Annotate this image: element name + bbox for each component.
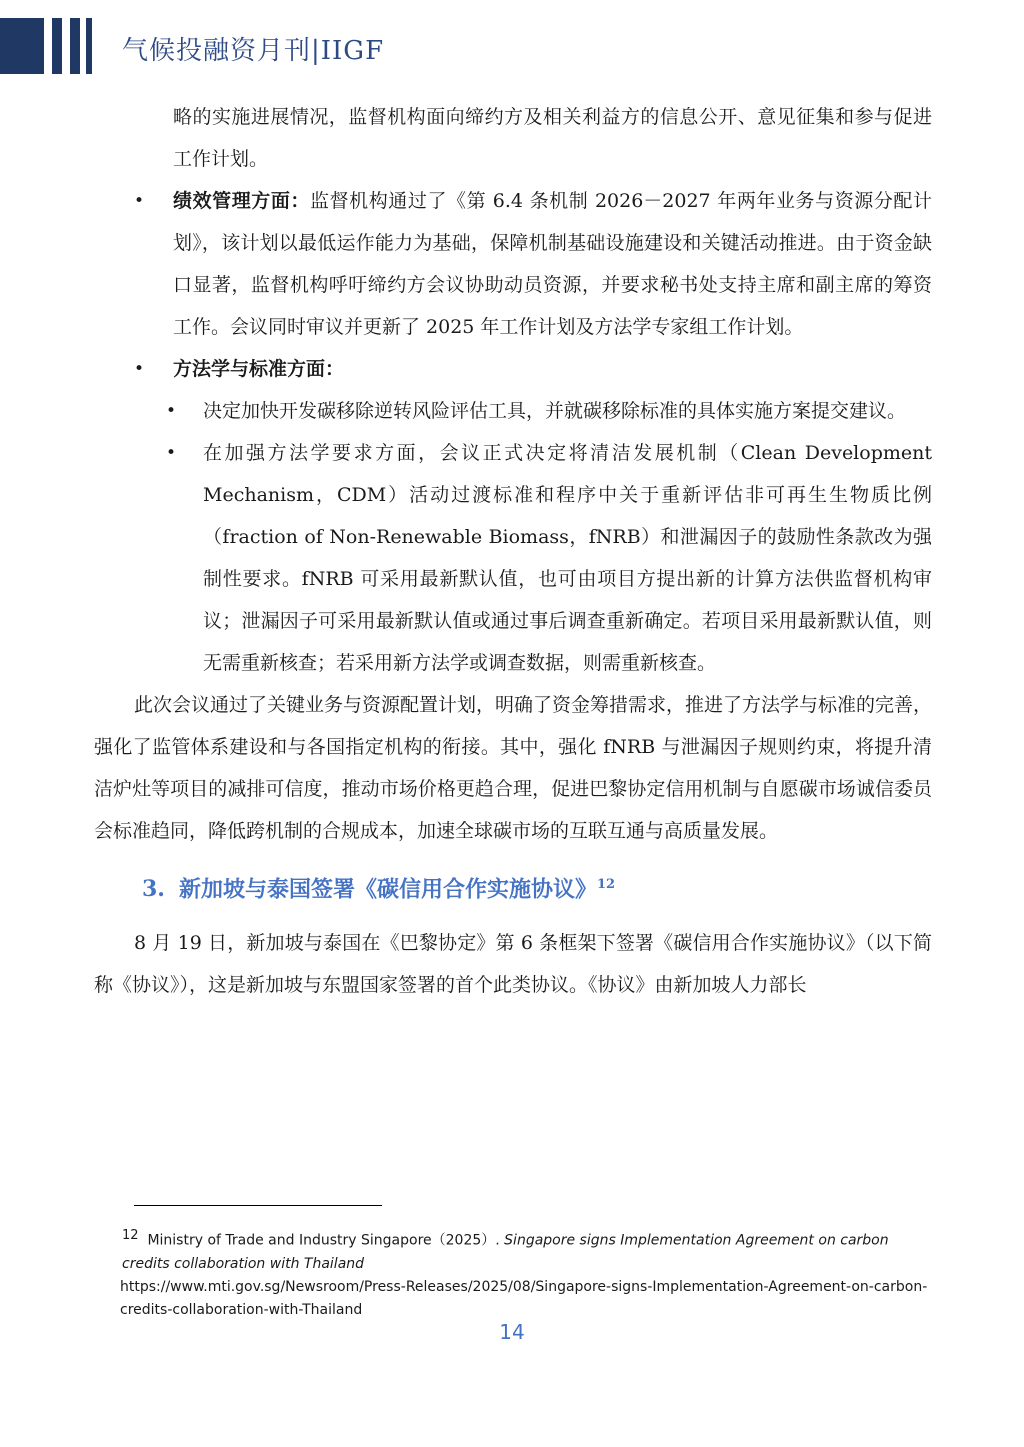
bullet-icon: •	[134, 359, 145, 379]
footnote-reference[interactable]: 12	[596, 877, 616, 892]
footnote-url[interactable]: https://www.mti.gov.sg/Newsroom/Press-Releases/2025/08/Singapore-signs-Implementation-Agreement-on-carbon-credits-collaboration-with-Thailand	[120, 1278, 928, 1318]
bullet-icon: •	[166, 443, 177, 463]
footnote-divider	[134, 1205, 382, 1206]
bullet-lead: 方法学与标准方面：	[173, 358, 345, 380]
header-bar	[52, 18, 62, 74]
intro-continuation: 略的实施进展情况，监督机构面向缔约方及相关利益方的信息公开、意见征集和参与促进工作计划。	[173, 106, 932, 170]
header-bar	[86, 18, 92, 74]
section-paragraph: 8 月 19 日，新加坡与泰国在《巴黎协定》第 6 条框架下签署《碳信用合作实施协议》（以下简称《协议》），这是新加坡与东盟国家签署的首个此类协议。《协议》由新加坡人力部长	[94, 932, 932, 997]
bullet-performance-management	[94, 180, 932, 348]
header-bar	[70, 18, 80, 74]
header-bar	[0, 18, 44, 74]
footnote-source: Ministry of Trade and Industry Singapore（2025）.	[147, 1232, 505, 1249]
bullet-methodology-standards	[94, 348, 932, 390]
bullet-text: 监督机构通过了《第 6.4 条机制 2026－2027 年两年业务与资源分配计划》，该计划以最低运作能力为基础，保障机制基础设施建设和关键活动推进。由于资金缺口显著，监督机构呼吁缔约方会议协助动员资源，并要求秘书处支持主席和副主席的筹资工作。会议同时审议并更新了 2025 年工作计划及方法学专家组工作计划。	[173, 190, 932, 338]
footnote-title: Singapore signs Implementation Agreement on carbon credits collaboration with Thailand	[122, 1232, 889, 1272]
section-title: 新加坡与泰国签署《碳信用合作实施协议》	[178, 876, 597, 903]
section-heading	[94, 862, 932, 912]
page-number: 14	[499, 1320, 525, 1344]
document-body	[94, 96, 932, 1006]
summary-paragraph: 此次会议通过了关键业务与资源配置计划，明确了资金筹措需求，推进了方法学与标准的完善，强化了监管体系建设和与各国指定机构的衔接。其中，强化 fNRB 与泄漏因子规则约束，将提升清洁炉灶等项目的减排可信度，推动市场价格更趋合理，促进巴黎协定信用机制与自愿碳市场诚信委员会标准趋同，降低跨机制的合规成本，加速全球碳市场的互联互通与高质量发展。	[94, 694, 933, 842]
footnote-citation	[94, 1224, 932, 1276]
bullet-icon: •	[134, 191, 145, 211]
footnote	[94, 1224, 932, 1322]
footnote-number: 12	[122, 1228, 139, 1243]
sub-bullet-text: 在加强方法学要求方面，会议正式决定将清洁发展机制（Clean Development Mechanism，CDM）活动过渡标准和程序中关于重新评估非可再生生物质比例（fraction of Non-Renewable Biomass，fNRB）和泄漏因子的鼓励性条款改为强制性要求。fNRB 可采用最新默认值，也可由项目方提出新的计算方法供监督机构审议；泄漏因子可采用最新默认值或通过事后调查重新确定。若项目采用最新默认值，则无需重新核查；若采用新方法学或调查数据，则需重新核查。	[203, 442, 932, 674]
header-title: 气候投融资月刊|IIGF	[122, 36, 385, 66]
sub-bullet-removal-tool	[94, 390, 932, 432]
sub-bullet-methodology-requirements	[94, 432, 932, 684]
section-number: 3.	[142, 876, 165, 903]
sub-bullet-text: 决定加快开发碳移除逆转风险评估工具，并就碳移除标准的具体实施方案提交建议。	[203, 400, 907, 422]
bullet-icon: •	[166, 401, 177, 421]
bullet-lead: 绩效管理方面：	[173, 190, 311, 212]
